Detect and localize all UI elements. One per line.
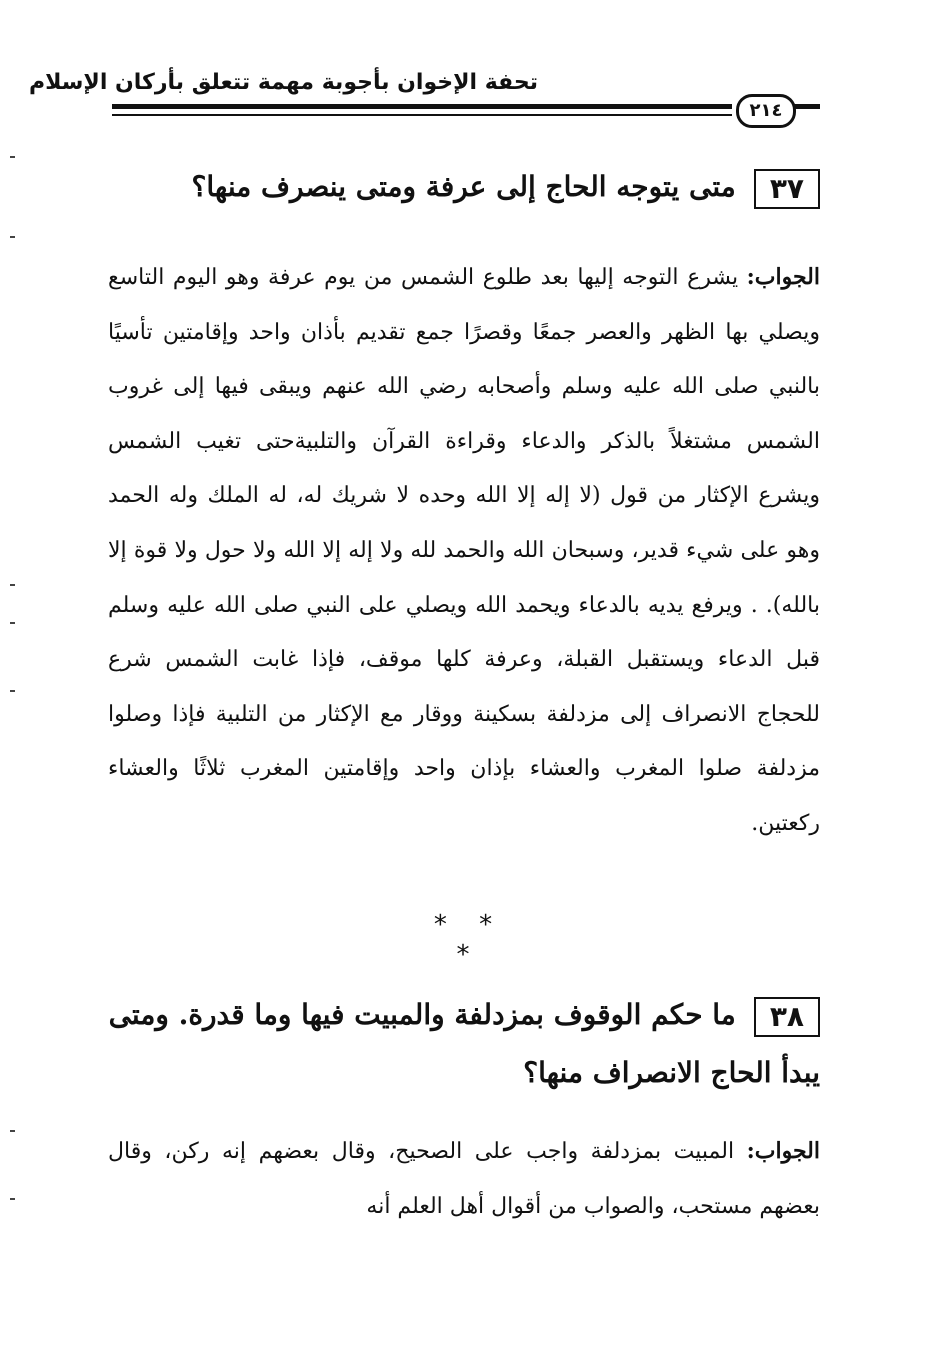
question-37-heading <box>108 158 820 216</box>
header-rule-right <box>794 104 820 109</box>
question-text: ما حكم الوقوف بمزدلفة والمبيت فيها وما قدرة. ومتى يبدأ الحاج الانصراف منها؟ <box>108 998 820 1089</box>
header-rule-thick <box>112 104 732 109</box>
answer-label: الجواب: <box>746 1138 820 1164</box>
answer-38 <box>108 1124 820 1234</box>
question-number-box: ٣٧ <box>754 169 820 209</box>
header-rule-thin <box>112 114 732 116</box>
page-number: ٢١٤ <box>736 94 796 128</box>
answer-37 <box>108 250 820 852</box>
answer-text: يشرع التوجه إليها بعد طلوع الشمس من يوم عرفة وهو اليوم التاسع ويصلي بها الظهر والعصر جمعًا وقصرًا جمع تقديم بأذان واحد وإقامتين تأسيًا بالنبي صلى الله عليه وسلم وأصحابه رضي الله عنهم ويبقى فيها إلى غروب الشمس مشتغلاً بالذكر والدعاء وقراءة القرآن والتلبيةحتى تغيب الشمس ويشرع الإكثار من قول (لا إله إلا الله وحده لا شريك له، له الملك وله الحمد وهو على شيء قدير، وسبحان الله والحمد لله ولا إله إلا الله ولا حول ولا قوة إلا بالله). . ويرفع يديه بالدعاء ويحمد الله ويصلي على النبي صلى الله عليه وسلم قبل الدعاء ويستقبل القبلة، وعرفة كلها موقف، فإذا غابت الشمس شرع للحجاج الانصراف إلى مزدلفة بسكينة ووقار مع الإكثار من التلبية فإذا وصلوا مزدلفة صلوا المغرب والعشاء بإذان واحد وإقامتين المغرب ثلاثًا والعشاء ركعتين. <box>108 265 820 836</box>
scan-speck <box>10 1198 15 1200</box>
answer-text: المبيت بمزدلفة واجب على الصحيح، وقال بعضهم إنه ركن، وقال بعضهم مستحب، والصواب من أقوال أهل العلم أنه <box>108 1139 820 1219</box>
scan-speck <box>10 1130 15 1132</box>
scan-speck <box>10 622 15 624</box>
question-text: متى يتوجه الحاج إلى عرفة ومتى ينصرف منها؟ <box>191 170 736 203</box>
running-title: تحفة الإخوان بأجوبة مهمة تتعلق بأركان الإسلام <box>28 70 538 95</box>
section-separator: * * * <box>433 910 505 970</box>
scan-speck <box>10 584 15 586</box>
answer-label: الجواب: <box>746 264 820 290</box>
question-number-box: ٣٨ <box>754 997 820 1037</box>
scan-speck <box>10 690 15 692</box>
question-38-heading <box>108 986 820 1102</box>
scan-speck <box>10 236 15 238</box>
scan-speck <box>10 156 15 158</box>
